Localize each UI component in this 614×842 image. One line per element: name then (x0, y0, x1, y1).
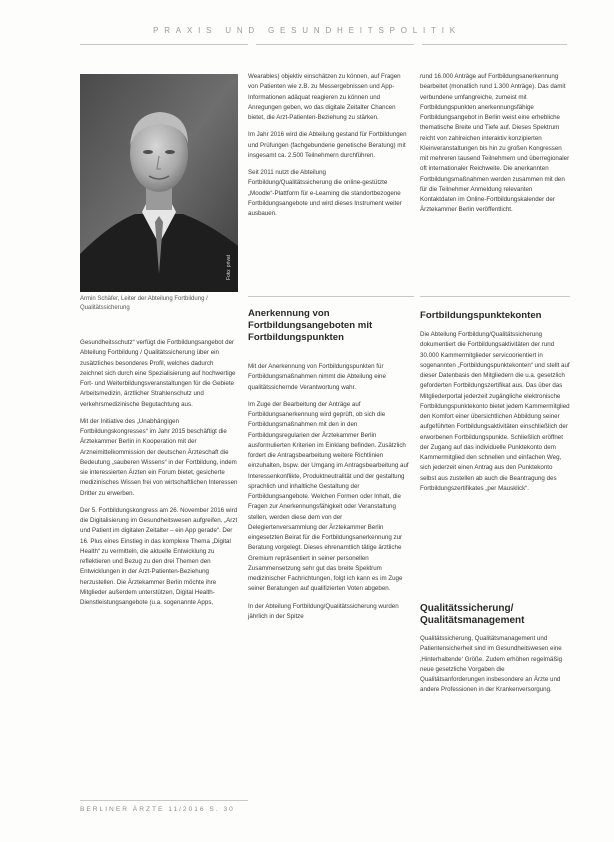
paragraph: Mit der Anerkennung von Fortbildungspunkten für Fortbildungsmaßnahmen nimmt die Abteilung eine qualitätssichernde Verantwortung wahr. (248, 363, 386, 391)
portrait-photo (80, 74, 238, 292)
column-c (420, 72, 570, 223)
column-c-lower (420, 634, 570, 703)
paragraph: Im Zuge der Bearbeitung der Anträge auf Fortbildungsanerkennung wird geprüft, ob sich die Fortbildungsmaßnahmen mit den in den Fortbildungsregularien der Ärztekammer Berlin ausformulierten Kriterien im Einklang befinden. Zusätzlich fordert die Antragsbearbeitung weitere Richtlinien einzuhalten, bspw. der Umgang im Antragsbearbeitung auf Interessenkonflikte, Produktneutralität und der gestaltung sprachlich und inhaltliche Gestaltung der Fortbildungsangebote. Welchen Formen oder Inhalt, die Fragen zur Anerkennungsfähigkeit oder Veranstaltung stellen, werden diese dem von der Delegiertenversammlung der Ärztekammer Berlin eingesetzten Beirat für die Fortbildungsanerkennung zur Beratung vorgelegt. Dieses ehrenamtlich tätige ärztliche Gremium repräsentiert in seiner personellen Zusammensetzung sehr gut das breite Spektrum medizinischer Fachrichtungen, folgt ich kann es im Zuge seiner Beratungen auf qualifizierten Voten abgeben. (248, 400, 409, 593)
paragraph: Seit 2011 nutzt die Abteilung Fortbildung/Qualitätssicherung die online-gestützte „Moodle“-Plattform für e-Learning die standortbezogene Fortbildungsangebote und wird dieses Instrument weiter ausbauen. (248, 169, 402, 217)
paragraph: Qualitätssicherung, Qualitätsmanagement und Patientensicherheit sind im Gesundheitswesen eine ‚Hinterhaltende‘ Größe. Zudem erhöhen regelmäßig neue gesetzliche Vorgaben die Qualitätsanforderungen insbesondere an Ärzte und andere Professionen in der Krankenversorgung. (420, 635, 563, 694)
divider-rule (248, 296, 414, 297)
photo-caption: Armin Schäfer, Leiter der Abteilung Fortbildung / Qualitätssicherung (80, 296, 208, 311)
divider-rule (420, 296, 570, 297)
paragraph: In der Abteilung Fortbildung/Qualitätssicherung wurden jährlich in der Spitze (248, 602, 399, 620)
column-b (248, 72, 410, 226)
section-heading: Qualitätssicherung/ Qualitätsmanagement (420, 603, 525, 626)
paragraph: Mit der Initiative des „Unabhängigen Fortbildungskongresses“ im Jahr 2015 beschäftigt die Ärztekammer Berlin in Kooperation mit der Arzneimittelkommission der deutschen Ärzteschaft die Bedeutung „sauberen Wissens“ in der Fortbildung, indem sie interessierten Ärzten ein Forum bietet, gesicherte medizinisches Wissen frei von wirtschaftlichen Interessen Dritter zu erwerben. (80, 417, 238, 497)
paragraph: Im Jahr 2016 wird die Abteilung gestand für Fortbildungen und Prüfungen (fachgebundene genetische Beratung) mit insgesamt ca. 2.500 Teilnehmern durchführen. (248, 131, 407, 159)
paragraph: Die Abteilung Fortbildung/Qualitätssicherung dokumentiert die Fortbildungsaktivitäten der rund 30.000 Kammermitglieder servicoorientiert in sogenannten „Fortbildungspunktekonten“ und stellt auf dieser Datenbasis den Mitgliedern die u.a. gesetzlich geforderten Fortbildungszertifikat aus. Das über das Mitgliederportal jederzeit zugängliche elektronische Fortbildungspunktekonto bietet jedem Kammermitglied den Komfort einer übersichtlichen Abbildung seiner aufgeführten Fortbildungsaktivitäten einschließlich der erworbenen Fortbildungspunkte. Schließlich eröffnet der Zugang auf das individuelle Punktekonto dem Kammermitglied den schnellen und einfachen Weg, sich jederzeit einen Antrag aus den Punktekonto selbst aus zustellen ab auch die Beantragung des Fortbildungszertifikates „per Mausklick“. (420, 331, 570, 492)
divider-rule (80, 800, 248, 801)
section-heading: Fortbildungspunktekonten (420, 310, 542, 321)
divider-rule (422, 44, 567, 45)
paragraph: Wearables) objektiv einschätzen zu können, auf Fragen von Patienten wie z.B. zu Messergebnissen und App-Informationen adäquat reagieren zu können und Anregungen geben, wo das digitale Zeitalter Chancen bietet, die Arzt-Patienten-Beziehung zu stärken. (248, 73, 401, 121)
section-heading: Anerkennung von Fortbildungsangeboten mit Fortbildungspunkten (248, 308, 373, 343)
paragraph: Gesundheitsschutz“ verfügt die Fortbildungsangebot der Abteilung Fortbildung / Qualitätssicherung über ein zusätzliches besonderes Profil, welches dadurch zeichnet sich durch eine Spezialisierung auf hochwertige Fort- und Weiterbildungsveranstaltungen für die Gebiete Arbeitsmedizin, ärztlicher Strahlenschutz und verkehrsmedizinische Begutachtung aus. (80, 339, 236, 408)
page-footer: BERLINER ÄRZTE 11/2016 S. 30 (80, 806, 235, 813)
column-c-middle (420, 330, 570, 501)
column-b-lower (248, 362, 410, 629)
photo-credit: Foto: privat (226, 254, 232, 280)
divider-rule (256, 44, 414, 45)
paragraph: rund 16.000 Anträge auf Fortbildungsanerkennung bearbeitet (monatlich rund 1.300 Anträge). Das damit verbundene umfangreiche, zumeist mit Fortbildungspunkten anerkennungsfähige Fortbildungsangebot in Berlin weist eine erhebliche thematische Breite und Tiefe auf. Dieses Spektrum reicht von zahlreichen interaktiv konzipierten Kleinveranstaltungen bis hin zu großen Kongressen mit mehreren tausend Teilnehmern und überregionaler oft internationaler Reichweite. Die anerkannten Fortbildungsmaßnahmen werden zusammen mit den für die Teilnehmer Anmeldung relevanten Kontaktdaten im Online-Fortbildungskalender der Ärztekammer Berlin veröffentlicht. (420, 73, 570, 214)
portrait-illustration (80, 74, 238, 292)
divider-rule (80, 44, 248, 45)
column-a (80, 338, 238, 615)
section-header: PRAXIS UND GESUNDHEITSPOLITIK (153, 26, 461, 35)
paragraph: Der 5. Fortbildungskongress am 26. November 2016 wird die Digitalisierung im Gesundheitswesen aufgreifen. „Arzt und Patient im digitalen Zeitalter – ein App gerade“. Der 16. Plus eines Einstieg in das komplexe Thema „Digital Health“ zu vermitteln, die aktuelle Entwicklung zu reflektieren und Bezug zu den drei Themen den Entwicklungen in der Arzt-Patienten-Beziehung herzustellen. Die Ärztekammer Berlin möchte ihre Mitglieder außerdem unterstützen, Digital Health-Dienstleistungsangebote (u.a. sogenannte Apps, (80, 506, 238, 606)
